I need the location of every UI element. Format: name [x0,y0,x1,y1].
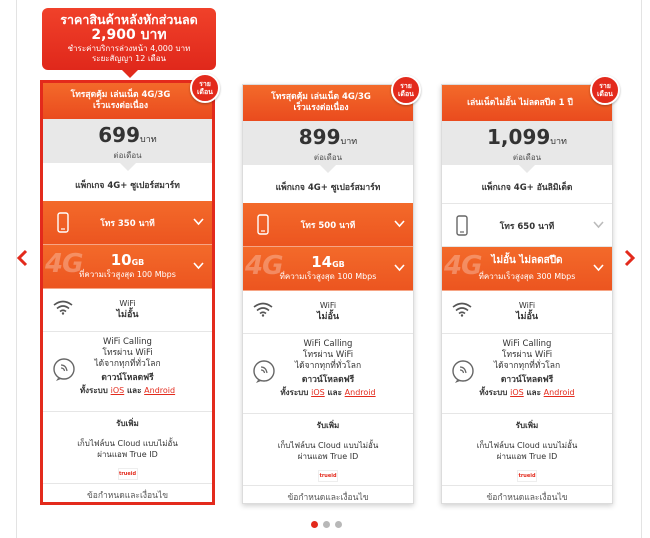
promo-prepay: ชำระค่าบริการล่วงหน้า 4,000 บาท [67,44,191,53]
talk-minutes-row[interactable]: โทร 500 นาที [243,203,413,247]
carousel-pagination [311,521,342,528]
promo-title: ราคาสินค้าหลังหักส่วนลด [60,12,198,27]
wifi-icon [253,302,273,317]
package-name: แพ็กเกจ 4G+ ซูเปอร์สมาร์ท [275,183,381,193]
chevron-down-icon [593,221,604,229]
package-name: แพ็กเกจ 4G+ อันลิมิเต็ด [481,183,573,193]
plan-card-699[interactable] [40,80,215,505]
wifi-calling-section: WiFi Calling โทรผ่าน WiFi ได้จากทุกที่ทั่วโลก ดาวน์โหลดฟรี ทั้งระบบ iOS และ Android [43,331,212,411]
talk-minutes-row[interactable]: โทร 350 นาที [43,201,212,245]
wifi-icon [452,302,472,317]
chevron-down-icon [394,264,405,272]
plan-card-1099[interactable] [441,84,613,504]
terms-link[interactable]: ข้อกำหนดและเงื่อนไข [442,485,612,503]
chevron-left-icon [14,248,30,268]
discount-promo-banner [42,8,216,70]
trueid-logo: trueid [318,470,338,482]
carousel-prev-button[interactable] [14,248,30,268]
price-box: 699บาท ต่อเดือน [43,119,212,163]
android-link[interactable]: Android [543,388,575,397]
bonus-section: รับเพิ่ม เก็บไฟล์บน Cloud แบบไม่อั้น ผ่านแอพ True ID trueid [442,413,612,485]
monthly-badge: ราย เดือน [391,75,421,105]
4g-watermark: 4G [45,249,83,279]
package-name: แพ็กเกจ 4G+ ซูเปอร์สมาร์ท [75,181,180,191]
4g-watermark: 4G [444,251,482,281]
monthly-badge: ราย เดือน [590,75,620,105]
plan-header: เล่นเน็ตไม่อั้น ไม่ลดสปีด 1 ปี [442,85,612,121]
chevron-down-icon [394,220,405,228]
bonus-section: รับเพิ่ม เก็บไฟล์บน Cloud แบบไม่อั้น ผ่านแอพ True ID trueid [43,411,212,483]
wifi-calling-icon [252,358,276,384]
plan-header: โทรสุดคุ้ม เล่นเน็ต 4G/3G เร็วแรงต่อเนื่อง [243,85,413,121]
wifi-calling-section: WiFi Calling โทรผ่าน WiFi ได้จากทุกที่ทั่วโลก ดาวน์โหลดฟรี ทั้งระบบ iOS และ Android [243,333,413,413]
chevron-down-icon [593,264,604,272]
carousel-next-button[interactable] [622,248,638,268]
wifi-calling-section: WiFi Calling โทรผ่าน WiFi ได้จากทุกที่ทั่วโลก ดาวน์โหลดฟรี ทั้งระบบ iOS และ Android [442,333,612,413]
plan-card-899[interactable] [242,84,414,504]
terms-link[interactable]: ข้อกำหนดและเงื่อนไข [243,485,413,503]
ios-link[interactable]: iOS [110,386,125,395]
promo-contract: ระยะสัญญา 12 เดือน [91,54,167,63]
price-box: 899บาท ต่อเดือน [243,121,413,165]
plan-header: โทรสุดคุ้ม เล่นเน็ต 4G/3G เร็วแรงต่อเนื่อง [43,83,212,119]
price-box: 1,099บาท ต่อเดือน [442,121,612,165]
data-row[interactable]: 4G ไม่อั้น ไม่ลดสปีด ที่ความเร็วสูงสุด 300 Mbps [442,247,612,291]
trueid-logo: trueid [118,468,138,480]
promo-price: 2,900 บาท [91,27,167,43]
chevron-down-icon [193,262,204,270]
price-value: 1,099 [487,125,551,149]
wifi-calling-icon [451,358,475,384]
pagination-dot-2[interactable] [323,521,330,528]
price-value: 699 [98,123,141,147]
bonus-section: รับเพิ่ม เก็บไฟล์บน Cloud แบบไม่อั้น ผ่านแอพ True ID trueid [243,413,413,485]
ios-link[interactable]: iOS [510,388,524,397]
data-row[interactable]: 4G 14GB ที่ความเร็วสูงสุด 100 Mbps [243,247,413,291]
wifi-section: WiFi ไม่อั้น [43,289,212,331]
wifi-section: WiFi ไม่อั้น [243,291,413,333]
data-row[interactable]: 4G 10GB ที่ความเร็วสูงสุด 100 Mbps [43,245,212,289]
terms-link[interactable]: ข้อกำหนดและเงื่อนไข [43,483,212,502]
chevron-down-icon [193,218,204,226]
pagination-dot-1[interactable] [311,521,318,528]
talk-minutes-row[interactable]: โทร 650 นาที [442,203,612,247]
wifi-calling-icon [52,356,76,382]
monthly-badge: ราย เดือน [190,73,220,103]
price-value: 899 [298,125,341,149]
wifi-section: WiFi ไม่อั้น [442,291,612,333]
pagination-dot-3[interactable] [335,521,342,528]
ios-link[interactable]: iOS [311,388,325,397]
4g-watermark: 4G [245,251,283,281]
wifi-icon [53,300,73,315]
android-link[interactable]: Android [344,388,376,397]
chevron-right-icon [622,248,638,268]
android-link[interactable]: Android [144,386,176,395]
trueid-logo: trueid [517,470,537,482]
